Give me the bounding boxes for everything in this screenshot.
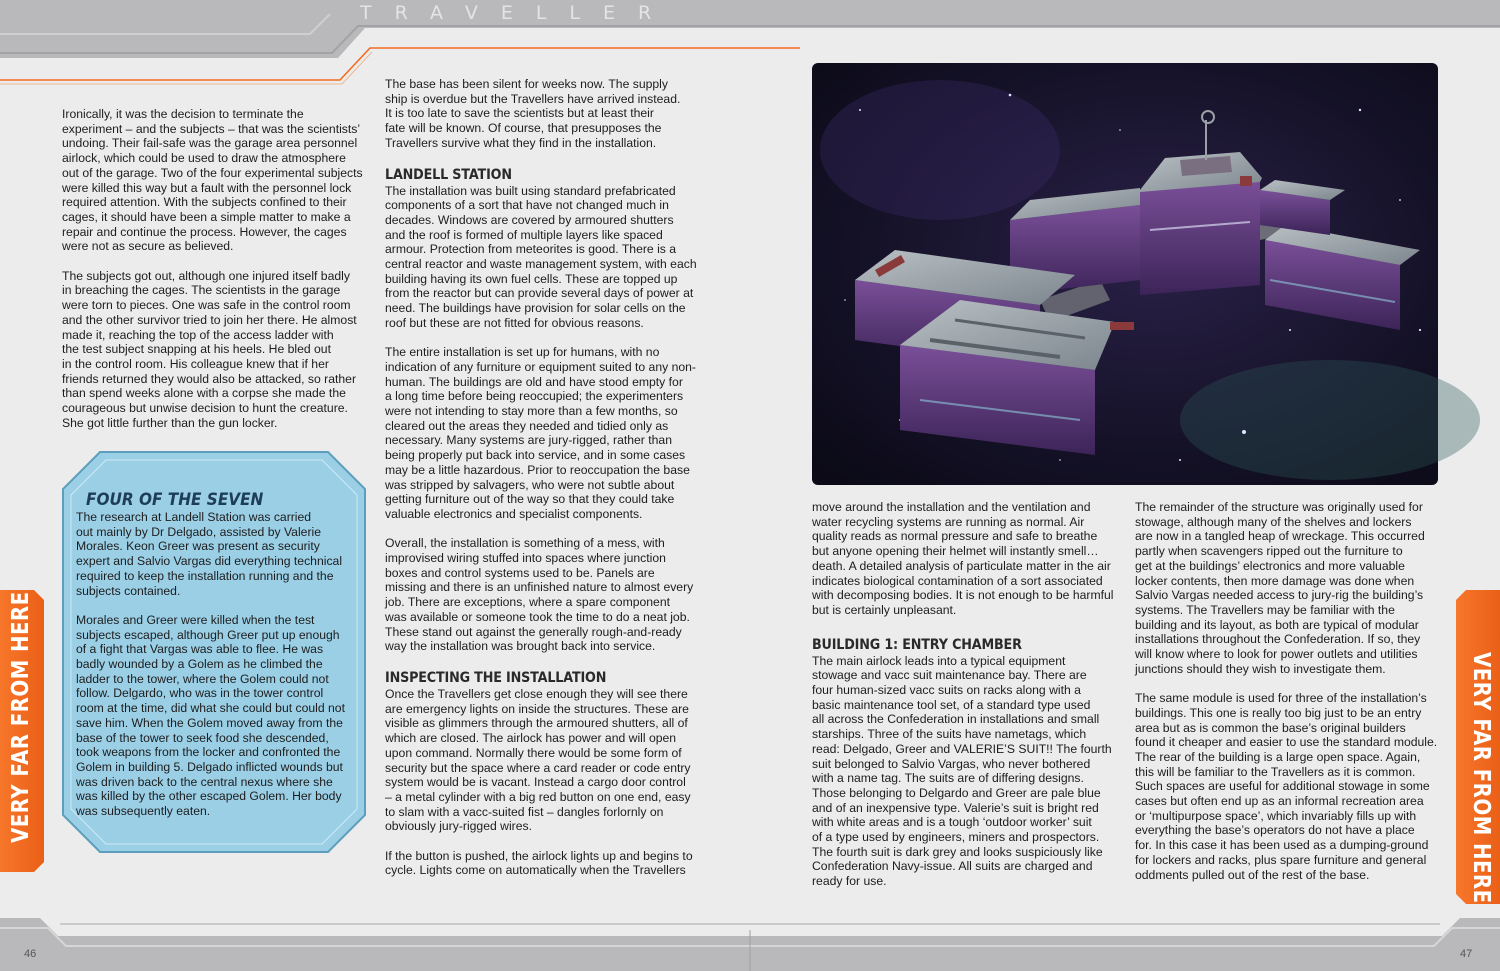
page-number-right: 47 (1460, 948, 1473, 960)
body-paragraph: The subjects got out, although one injured itself badly in breaching the cages. The scientists in the garage were torn to pieces. One was safe in the control room and the other survivor tried to join her there. He almost made it, reaching the top of the access ladder with the test subject snapping at his heels. He bled out in the control room. His colleague knew that if her friends returned they would also be attacked, so rather than spend weeks alone with a corpse she made the courageous but unwise decision to hunt the creature. She got little further than the gun locker. (62, 268, 357, 430)
body-paragraph: The installation was built using standard prefabricated components of a sort that have not changed much in decades. Windows are covered by armoured shutters and the roof is formed of multiple layers like spaced armour. Protection from meteorites is good. There is a central reactor and waste management system, with each building having its own fuel cells. These are topped up from the reactor but can provide several days of power at need. The buildings have provision for solar cells on the roof but these are not fitted for obvious reasons. (385, 183, 697, 330)
sidebar-paragraph: The research at Landell Station was carried out mainly by Dr Delgado, assisted by Valerie Morales. Keon Greer was present as security expert and Salvio Vargas did everything technical required to keep the installation running and the subjects contained. (76, 510, 343, 598)
heading-landell-station: LANDELL STATION (385, 166, 512, 183)
body-paragraph: The remainder of the structure was originally used for stowage, although many of the shelves and lockers are now in a tangled heap of wreckage. This occurred partly when scavengers ripped out the furniture to get at the buildings’ electronics and more valuable locker contents, then more damage was done when Salvio Vargas needed access to jury-rig the building’s systems. The Travellers may be familiar with the building and its layout, as both are typical of modular installations throughout the Confederation. If so, they will know where to look for power outlets and utilities junctions should they wish to investigate them. (1135, 500, 1425, 676)
sidebar-paragraph: Morales and Greer were killed when the test subjects escaped, although Greer put up enough of a fight that Vargas was able to flee. He was badly wounded by a Golem as he climbed the ladder to the tower, where the Golem could not follow. Delgardo, who was in the tower control room at the time, did what she could but could not save him. When the Golem moved away from the base of the tower to seek food she descended, took weapons from the locker and confronted the Golem in building 5. Delgado inflicted wounds but was driven back to the central nexus where she was killed by the other escaped Golem. Her body was subsequently eaten. (76, 612, 345, 819)
page-number-left: 46 (24, 948, 37, 960)
body-paragraph: If the button is pushed, the airlock lights up and begins to cycle. Lights come on automatically when the Travellers (385, 848, 693, 878)
space-station-illustration (812, 63, 1480, 485)
body-paragraph: The same module is used for three of the installation’s buildings. This one is really too big just to be an entry area but as is common the base’s original builders found it cheaper and easier to use the standard module. The rear of the building is a large open space. Again, this will be familiar to the Travellers as it is common. Such spaces are useful for additional stowage in some cases but often end up as an informal recreation area or ‘multipurpose space’, which invariably fills up with everything the base’s operators do not have a place for. In this case it has been used as a dumping-ground for lockers and racks, plus spare furniture and general oddments pulled out of the rest of the base. (1135, 691, 1438, 882)
body-paragraph: Ironically, it was the decision to terminate the experiment – and the subjects – that was the scientists’ undoing. Their fail-safe was the garage area personnel airlock, which could be used to draw the atmosphere out of the garage. Two of the four experimental subjects were killed this way but a fault with the personnel lock required attention. With the subjects confined to their cages, it should have been a simple matter to make a repair and continue the process. However, the cages were not as secure as believed. (62, 107, 363, 254)
intro-paragraph: The base has been silent for weeks now. The supply ship is overdue but the Travellers have arrived instead. It is too late to save the scientists but at least their fate will be known. Of course, that presupposes the Travellers survive what they find in the installation. (385, 77, 681, 150)
body-paragraph: The main airlock leads into a typical equipment stowage and vacc suit maintenance bay. There are four human-sized vacc suits on racks along with a basic maintenance tool set, of a standard type used all across the Confederation in installations and small starships. Three of the suits have nametags, which read: Delgado, Greer and VALERIE’S SUIT!! The fourth suit belonged to Salvio Vargas, who never bothered with a name tag. The suits are of differing designs. Those belonging to Delgardo and Greer are pale blue and of an inexpensive type. Valerie’s suit is bright red with white areas and is a tough ‘outdoor worker’ suit of a type used by engineers, miners and prospectors. The fourth suit is dark grey and looks suspiciously like Confederation Navy-issue. All suits are charged and ready for use. (812, 653, 1112, 889)
body-paragraph: Overall, the installation is something of a mess, with improvised wiring stuffed into spaces where junction boxes and control systems used to be. Panels are missing and there is an unfinished nature to almost every job. There are exceptions, where a spare component was available or someone took the time to do a neat job. These stand out against the generally rough-and-ready way the installation was brought back into service. (385, 536, 694, 654)
column-4 (1135, 500, 1455, 882)
column-2 (385, 77, 705, 878)
sidebar-title: FOUR OF THE SEVEN (86, 490, 264, 510)
column-1 (62, 107, 377, 430)
column-3 (812, 500, 1132, 889)
heading-inspecting-the-installation: INSPECTING THE INSTALLATION (385, 669, 607, 686)
chapter-tab-left: VERY FAR FROM HERE (8, 591, 34, 843)
chapter-tab-right: VERY FAR FROM HERE (1468, 652, 1494, 904)
body-paragraph: Once the Travellers get close enough they will see there are emergency lights on inside the structures. These are visible as glimmers through the armoured shutters, all of which are closed. The airlock has power and will open upon command. Normally there would be some form of security but the space where a card reader or code entry system would be is vacant. Instead a cargo door control – a metal cylinder with a big red button on one end, easy to slam with a vacc-suited fist – dangles forlornly on obviously jury-rigged wires. (385, 686, 691, 834)
heading-building-1-entry-chamber: BUILDING 1: ENTRY CHAMBER (812, 636, 1022, 653)
running-head: TRAVELLER (360, 2, 675, 24)
sidebar-four-of-the-seven (76, 490, 366, 819)
body-paragraph: The entire installation is set up for humans, with no indication of any furniture or equipment suited to any non- human. The buildings are old and have stood empty for a long time before being reoccupied; the experimenters were not intending to stay more than a few months, so cleared out the areas they needed and tidied only as necessary. Many systems are jury-rigged, rather than being properly put back into service, and in some cases may be a little hazardous. Prior to reoccupation the base was stripped by salvagers, who were not subtle about getting furniture out of the way so that they could take valuable electronics and specialist components. (385, 345, 696, 521)
body-paragraph: move around the installation and the ventilation and water recycling systems are running as normal. Air quality reads as normal pressure and safe to breathe but anyone opening their helmet will instantly smell… death. A detailed analysis of particulate matter in the air indicates biological contamination of a sort associated with decomposing bodies. It is not enough to be harmful but is certainly unpleasant. (812, 500, 1114, 617)
